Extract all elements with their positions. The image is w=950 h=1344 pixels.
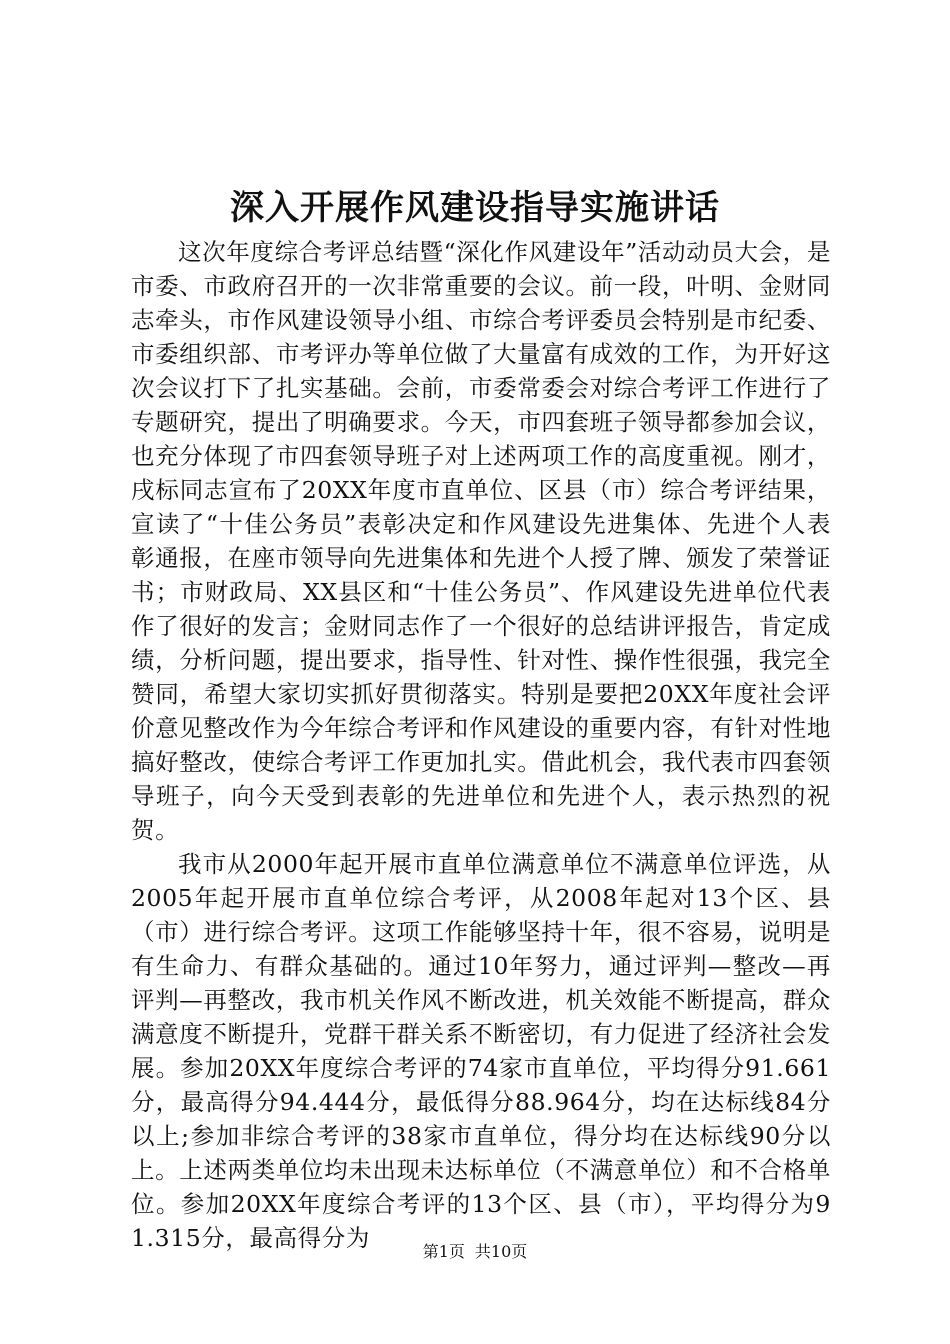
document-title: 深入开展作风建设指导实施讲话 bbox=[230, 188, 720, 228]
paragraph-2: 我市从2000年起开展市直单位满意单位不满意单位评选，从2005年起开展市直单位综合考评，从2008年起对13个区、县（市）进行综合考评。这项工作能够坚持十年，很不容易，说明是有生命力、有群众基础的。通过10年努力，通过评判—整改—再评判—再整改，我市机关作风不断改进，机关效能不断提高，群众满意度不断提升，党群干群关系不断密切，有力促进了经济社会发展。参加20XX年度综合考评的74家市直单位，平均得分91.661分，最高得分94.444分，最低得分88.964分，均在达标线84分以上;参加非综合考评的38家市直单位，得分均在达标线90分以上。上述两类单位均未出现未达标单位（不满意单位）和不合格单位。参加20XX年度综合考评的13个区、县（市），平均得分为91.315分，最高得分为 bbox=[131, 850, 831, 1252]
paragraph-1: 这次年度综合考评总结暨“深化作风建设年”活动动员大会，是市委、市政府召开的一次非常重要的会议。前一段，叶明、金财同志牵头，市作风建设领导小组、市综合考评委员会特别是市纪委、市委组织部、市考评办等单位做了大量富有成效的工作，为开好这次会议打下了扎实基础。会前，市委常委会对综合考评工作进行了专题研究，提出了明确要求。今天，市四套班子领导都参加会议，也充分体现了市四套领导班子对上述两项工作的高度重视。刚才，戌标同志宣布了20XX年度市直单位、区县（市）综合考评结果，宣读了“十佳公务员”表彰决定和作风建设先进集体、先进个人表彰通报，在座市领导向先进集体和先进个人授了牌、颁发了荣誉证书；市财政局、XX县区和“十佳公务员”、作风建设先进单位代表作了很好的发言；金财同志作了一个很好的总结讲评报告，肯定成绩，分析问题，提出要求，指导性、针对性、操作性很强，我完全赞同，希望大家切实抓好贯彻落实。特别是要把20XX年度社会评价意见整改作为今年综合考评和作风建设的重要内容，有针对性地搞好整改，使综合考评工作更加扎实。借此机会，我代表市四套领导班子，向今天受到表彰的先进单位和先进个人，表示热烈的祝贺。 bbox=[131, 238, 831, 844]
page-number: 第1页 bbox=[422, 1242, 465, 1261]
document-body bbox=[131, 235, 831, 1255]
page-total: 共10页 bbox=[474, 1242, 528, 1261]
page-footer bbox=[0, 1240, 950, 1264]
